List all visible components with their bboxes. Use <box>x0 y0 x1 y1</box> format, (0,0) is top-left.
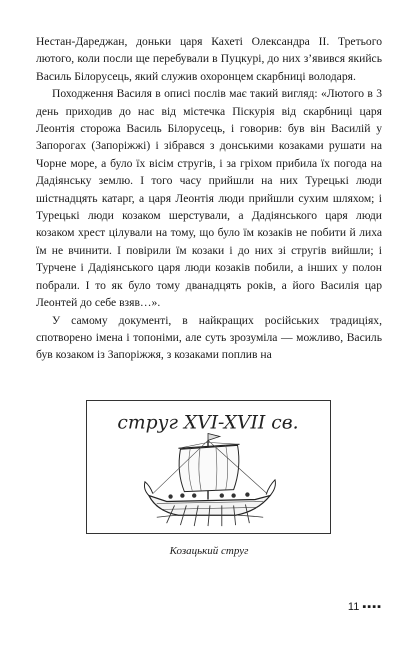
figure-cossack-boat <box>86 400 331 534</box>
crew-figures <box>168 492 249 498</box>
boat-sail <box>179 445 239 491</box>
page-number-value: 11 <box>347 601 360 613</box>
paragraph-document-note: У самому документі, в найкращих російських традиціях, спотворено імена і топоніми, але суть зрозуміла — можливо, Василь був козаком із Запоріжжя, з козаками поплив на <box>36 313 382 362</box>
stern-post <box>266 480 275 496</box>
boat-illustration <box>87 401 330 533</box>
body-text <box>36 33 382 364</box>
page-number <box>348 601 382 613</box>
figure-inscription: струг XVI-XVII св. <box>117 412 299 434</box>
figure-caption: Козацький струг <box>169 545 249 557</box>
bow-post <box>144 482 152 496</box>
paragraph-vasyl-origin: Походження Василя в описі послів має такий вигляд: «Лютого в 3 день приходив до нас від містечка Піскурія від скарбниці царя Леонтія сторожа Василь Білорусець, і говорив: був він Василій у Запорогах (Запоріжжі) і зібрався з донськими козаками рушати на Чорне море, а було їх вісім стругів, і за гріхом прибила їх погода на Дадіянську землю. І того часу прийшли на них Турецькі люди шістнадцять катарг, а царя Леонтія люди прийшли сухим шляхом; і Турецькі люди козаком шерстували, а Дадіянського царя люди козаком хрест цілували на тому, що було їм козаків не побити й лиха їм не вчинити. І повірили їм козаки і до них зі стругів вийшли; і Турчене і Дадіянського царя люди козаків побили, а інших у полон побрали. І то як було тому дванадцять років, а його Василія цар Леонтей до себе взяв…». <box>36 87 382 310</box>
mast-flag <box>208 434 220 441</box>
paragraph-continued: Нестан-Дареджан, доньки царя Кахеті Олександра II. Третього лютого, коли посли ще перебували в Пуцкурі, до них з’явився якийсь Василь Білорусець, який служив охоронцем скарбниці володаря. <box>36 35 382 83</box>
page-number-dots: ▪▪▪▪ <box>362 601 382 613</box>
